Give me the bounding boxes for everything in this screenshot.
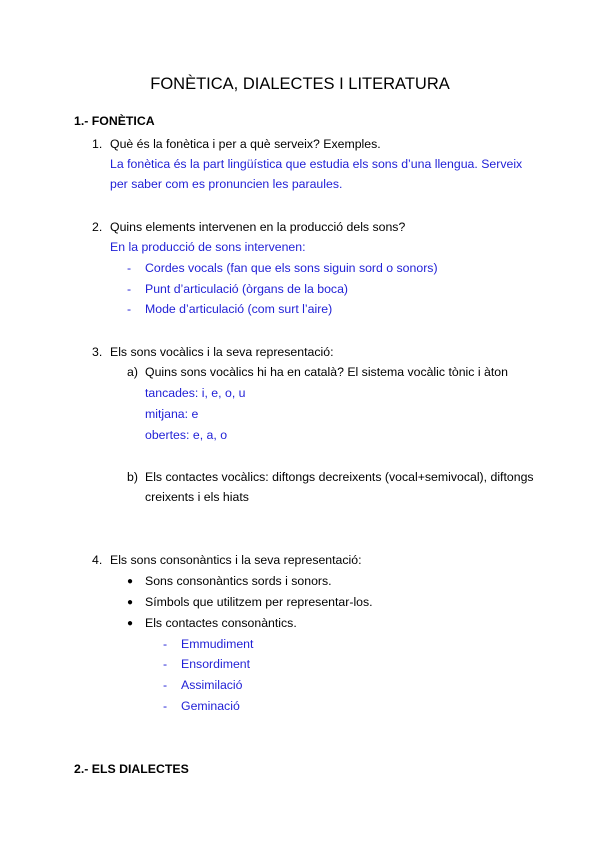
- dash-marker: -: [163, 678, 168, 692]
- answer-text: obertes: e, a, o: [145, 428, 228, 442]
- sub-question-text: creixents i els hiats: [145, 490, 249, 504]
- list-item: Cordes vocals (fan que els sons siguin sord o sonors): [145, 261, 438, 275]
- dash-marker: -: [163, 637, 168, 651]
- list-item: Mode d’articulació (com surt l’aire): [145, 302, 333, 316]
- section-heading-dialectes: 2.- ELS DIALECTES: [74, 762, 189, 776]
- answer-text: tancades: i, e, o, u: [145, 386, 246, 400]
- sub-question-label: b): [127, 470, 138, 484]
- list-item: Assimilació: [181, 678, 243, 692]
- dash-marker: -: [163, 699, 168, 713]
- list-item: Geminació: [181, 699, 240, 713]
- question-number: 4.: [92, 553, 103, 567]
- section-heading-fonetica: 1.- FONÈTICA: [74, 114, 155, 128]
- list-item: Emmudiment: [181, 637, 254, 651]
- question-number: 2.: [92, 220, 103, 234]
- sub-question-text: Els contactes vocàlics: diftongs decreixents (vocal+semivocal), diftongs: [145, 470, 534, 484]
- list-item: Ensordiment: [181, 657, 251, 671]
- answer-text: La fonètica és la part lingüística que estudia els sons d’una llengua. Serveix: [110, 157, 523, 171]
- list-item: Els contactes consonàntics.: [145, 616, 297, 630]
- answer-text: per saber com es pronuncien les paraules.: [110, 177, 343, 191]
- bullet-icon: ●: [127, 618, 134, 629]
- bullet-icon: ●: [127, 576, 134, 587]
- list-item: Punt d’articulació (òrgans de la boca): [145, 282, 349, 296]
- bullet-icon: ●: [127, 597, 134, 608]
- question-number: 3.: [92, 345, 103, 359]
- question-text: Els sons vocàlics i la seva representació:: [110, 345, 334, 359]
- sub-question-label: a): [127, 365, 138, 379]
- page-title: FONÈTICA, DIALECTES I LITERATURA: [150, 75, 450, 93]
- sub-question-text: Quins sons vocàlics hi ha en català? El sistema vocàlic tònic i àton: [145, 365, 508, 379]
- question-text: Què és la fonètica i per a què serveix? Exemples.: [110, 137, 381, 151]
- question-text: Quins elements intervenen en la producció dels sons?: [110, 220, 406, 234]
- dash-marker: -: [163, 657, 168, 671]
- list-item: Símbols que utilitzem per representar-los.: [145, 595, 373, 609]
- question-text: Els sons consonàntics i la seva representació:: [110, 553, 362, 567]
- list-item: Sons consonàntics sords i sonors.: [145, 574, 332, 588]
- answer-intro: En la producció de sons intervenen:: [110, 240, 306, 254]
- question-number: 1.: [92, 137, 103, 151]
- dash-marker: -: [127, 282, 132, 296]
- answer-text: mitjana: e: [145, 407, 199, 421]
- dash-marker: -: [127, 302, 132, 316]
- dash-marker: -: [127, 261, 132, 275]
